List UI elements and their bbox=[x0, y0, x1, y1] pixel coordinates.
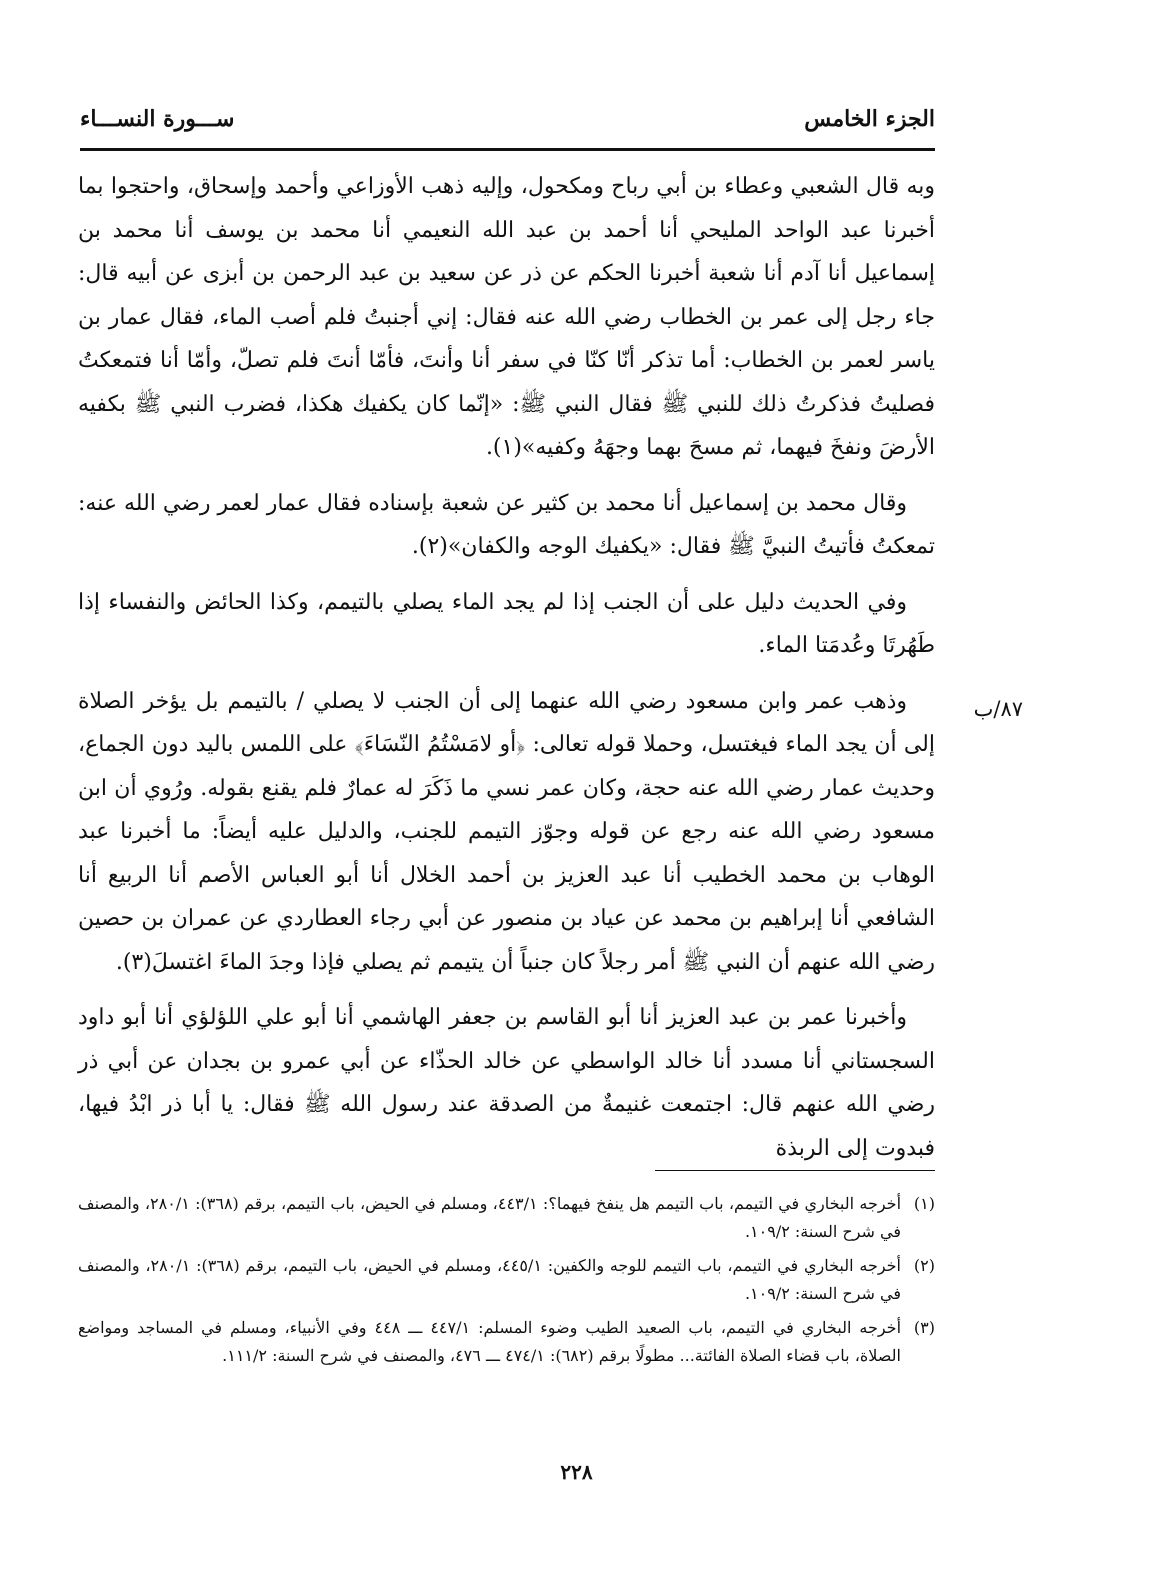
running-header bbox=[80, 98, 935, 140]
footnote bbox=[78, 1314, 935, 1370]
header-surah-title: ســـورة النســـاء bbox=[80, 106, 235, 132]
footnote-text: أخرجه البخاري في التيمم، باب الصعيد الطيب وضوء المسلم: ٤٤٧/١ ـــ ٤٤٨ وفي الأنبياء، ومسلم في المساجد ومواضع الصلاة، باب قضاء الصلاة الفائتة... مطولًا برقم (٦٨٢): ٤٧٤/١ ـــ ٤٧٦، والمصنف في شرح السنة: ١١١/٢. bbox=[78, 1318, 902, 1365]
footnote bbox=[78, 1252, 935, 1308]
paragraph: وقال محمد بن إسماعيل أنا محمد بن كثير عن شعبة بإسناده فقال عمار لعمر رضي الله عنه: تمعكتُ فأتيتُ النبيَّ ﷺ فقال: «يكفيك الوجه والكفان»(٢). bbox=[78, 490, 935, 559]
manuscript-folio-marker: ٨٧/ب bbox=[973, 697, 1023, 721]
footnote bbox=[78, 1190, 935, 1246]
footnotes bbox=[78, 1190, 935, 1376]
main-text bbox=[78, 165, 935, 1182]
paragraph: وفي الحديث دليل على أن الجنب إذا لم يجد الماء يصلي بالتيمم، وكذا الحائض والنفساء إذا طَهُرتَا وعُدمَتا الماء. bbox=[78, 589, 935, 658]
footnote-text: أخرجه البخاري في التيمم، باب التيمم للوجه والكفين: ٤٤٥/١، ومسلم في الحيض، باب التيمم، برقم (٣٦٨): ٢٨٠/١، والمصنف في شرح السنة: ١٠٩/٢. bbox=[78, 1256, 901, 1303]
header-divider bbox=[80, 148, 935, 151]
paragraph: وذهب عمر وابن مسعود رضي الله عنهما إلى أن الجنب لا يصلي / بالتيمم بل يؤخر الصلاة إلى أن يجد الماء فيغتسل، وحملا قوله تعالى: ﴿أو لامَسْتُمُ النّسَاءَ﴾ على اللمس باليد دون الجماع، وحديث عمار رضي الله عنه حجة، وكان عمر نسي ما ذَكَرَ له عمارٌ فلم يقنع بقوله. ورُوي أن ابن مسعود رضي الله عنه رجع عن قوله وجوّز التيمم للجنب، والدليل عليه أيضاً: ما أخبرنا عبد الوهاب بن محمد الخطيب أنا عبد العزيز بن أحمد الخلال أنا أبو العباس الأصم أنا الربيع أنا الشافعي أنا إبراهيم بن محمد عن عياد بن منصور عن أبي رجاء العطاردي عن عمران بن حصين رضي الله عنهم أن النبي ﷺ أمر رجلاً كان جنباً أن يتيمم ثم يصلي فإذا وجدَ الماءَ اغتسلَ(٣). bbox=[78, 688, 935, 975]
footnote-text: أخرجه البخاري في التيمم، باب التيمم هل ينفخ فيهما؟: ٤٤٣/١، ومسلم في الحيض، باب التيمم، برقم (٣٦٨): ٢٨٠/١، والمصنف في شرح السنة: ١٠٩/٢. bbox=[78, 1194, 902, 1241]
paragraph: وبه قال الشعبي وعطاء بن أبي رباح ومكحول، وإليه ذهب الأوزاعي وأحمد وإسحاق، واحتجوا بما أخبرنا عبد الواحد المليحي أنا أحمد بن عبد الله النعيمي أنا محمد بن يوسف أنا محمد بن إسماعيل أنا آدم أنا شعبة أخبرنا الحكم عن ذر عن سعيد بن عبد الرحمن بن أبزى عن أبيه قال: جاء رجل إلى عمر بن الخطاب رضي الله عنه فقال: إني أجنبتُ فلم أصب الماء، فقال عمار بن ياسر لعمر بن الخطاب: أما تذكر أنّا كنّا في سفر أنا وأنتَ، فأمّا أنتَ فلم تصلّ، وأمّا أنا فتمعكتُ فصليتُ فذكرتُ ذلك للنبي ﷺ فقال النبي ﷺ: «إنّما كان يكفيك هكذا، فضرب النبي ﷺ بكفيه الأرضَ ونفخَ فيهما، ثم مسحَ بهما وجهَهُ وكفيه»(١). bbox=[78, 174, 935, 460]
footnote-divider bbox=[655, 1170, 935, 1171]
footnote-number: (١) bbox=[913, 1194, 935, 1213]
header-part-title: الجزء الخامس bbox=[804, 106, 935, 132]
paragraph: وأخبرنا عمر بن عبد العزيز أنا أبو القاسم بن جعفر الهاشمي أنا أبو علي اللؤلؤي أنا أبو داود السجستاني أنا مسدد أنا خالد الواسطي عن خالد الحذّاء عن أبي عمرو بن بجدان عن أبي ذر رضي الله عنهم قال: اجتمعت غنيمةٌ من الصدقة عند رسول الله ﷺ فقال: يا أبا ذر ابْدُ فيها، فبدوت إلى الربذة bbox=[78, 1005, 935, 1161]
footnote-number: (٣) bbox=[913, 1318, 935, 1337]
page-number: ٢٢٨ bbox=[560, 1460, 593, 1484]
footnote-number: (٢) bbox=[913, 1256, 935, 1275]
